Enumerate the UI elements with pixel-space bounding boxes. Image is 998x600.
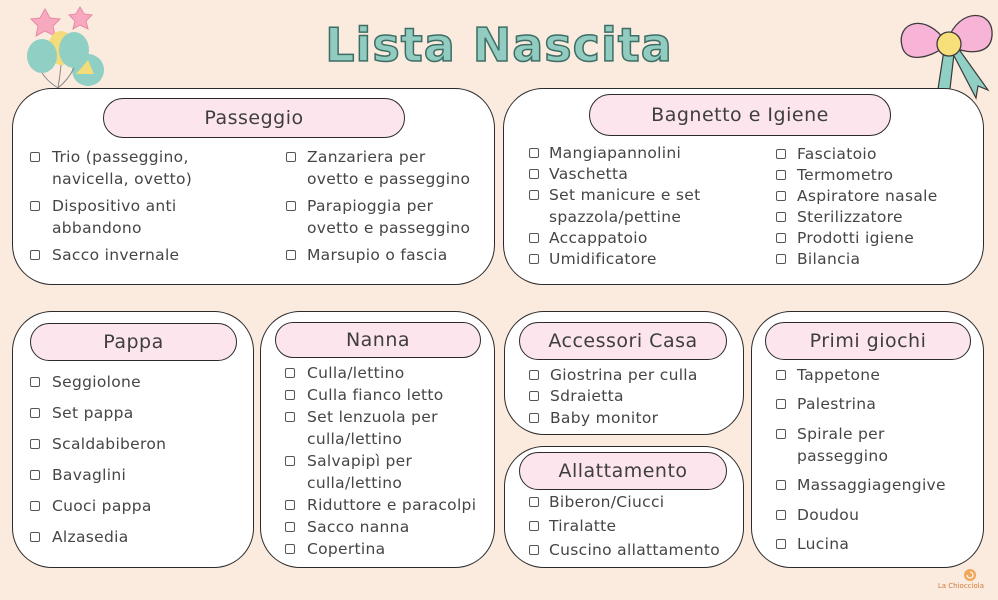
checklist-item: Copertina: [307, 540, 386, 558]
checkbox[interactable]: [286, 250, 296, 260]
checkbox[interactable]: [776, 539, 786, 549]
checklist-item: Marsupio o fascia: [307, 246, 448, 264]
checklist-item: Fasciatoio: [797, 145, 877, 163]
checkbox[interactable]: [776, 170, 786, 180]
checkbox[interactable]: [529, 545, 539, 555]
checkbox[interactable]: [776, 254, 786, 264]
checklist-item: Parapioggia per ovetto e passeggino: [307, 197, 471, 237]
checkbox[interactable]: [529, 521, 539, 531]
checkbox[interactable]: [285, 456, 295, 466]
checklist-item: Trio (passeggino, navicella, ovetto): [52, 148, 193, 188]
checkbox[interactable]: [285, 522, 295, 532]
snail-logo-icon: [962, 568, 978, 582]
checklist-item: Set lenzuola per culla/lettino: [307, 408, 438, 448]
checklist-item: Bilancia: [797, 250, 861, 268]
checklist-item: Baby monitor: [550, 409, 659, 427]
checkbox[interactable]: [285, 500, 295, 510]
checkbox[interactable]: [776, 429, 786, 439]
checklist-item: Doudou: [797, 506, 860, 524]
checkbox[interactable]: [776, 212, 786, 222]
checklist-item: Vaschetta: [549, 165, 629, 183]
checkbox[interactable]: [285, 368, 295, 378]
section-title-passeggio: Passeggio: [103, 98, 405, 138]
section-nanna: [260, 311, 495, 568]
checkbox[interactable]: [529, 413, 539, 423]
checklist-item: Seggiolone: [52, 373, 141, 391]
checklist-item: Termometro: [797, 166, 894, 184]
checklist-item: Cuscino allattamento: [549, 541, 721, 559]
checkbox[interactable]: [286, 152, 296, 162]
checkbox[interactable]: [30, 439, 40, 449]
checkbox[interactable]: [285, 390, 295, 400]
checklist-item: Giostrina per culla: [550, 366, 698, 384]
checkbox[interactable]: [776, 510, 786, 520]
checkbox[interactable]: [286, 201, 296, 211]
checkbox[interactable]: [30, 152, 40, 162]
checklist-item: Culla/lettino: [307, 364, 405, 382]
checklist-item: Sacco nanna: [307, 518, 410, 536]
checkbox[interactable]: [30, 532, 40, 542]
checklist-item: Salvapipì per culla/lettino: [307, 452, 413, 492]
checklist-item: Massaggiagengive: [797, 476, 946, 494]
checkbox[interactable]: [529, 370, 539, 380]
checklist-item: Sterilizzatore: [797, 208, 903, 226]
checkbox[interactable]: [529, 254, 539, 264]
checklist-item: Lucina: [797, 535, 850, 553]
section-allattamento: [504, 446, 744, 568]
checklist-item: Mangiapannolini: [549, 144, 682, 162]
section-title-accessori-casa: Accessori Casa: [519, 322, 727, 360]
checkbox[interactable]: [529, 190, 539, 200]
checklist-item: Alzasedia: [52, 528, 129, 546]
checklist-item: Spirale per passeggino: [797, 425, 889, 465]
page-title: Lista Nascita: [325, 18, 673, 72]
checklist-item: Palestrina: [797, 395, 877, 413]
section-title-nanna: Nanna: [275, 322, 481, 358]
section-title-bagnetto: Bagnetto e Igiene: [589, 94, 891, 136]
checklist-item: Zanzariera per ovetto e passeggino: [307, 148, 471, 188]
checkbox[interactable]: [776, 233, 786, 243]
section-title-pappa: Pappa: [30, 323, 237, 361]
section-accessori-casa: [504, 311, 744, 435]
checkbox[interactable]: [776, 480, 786, 490]
checklist-item: Tiralatte: [549, 517, 617, 535]
checkbox[interactable]: [776, 149, 786, 159]
checkbox[interactable]: [30, 250, 40, 260]
checkbox[interactable]: [30, 501, 40, 511]
checkbox[interactable]: [529, 391, 539, 401]
checklist-item: Set pappa: [52, 404, 134, 422]
checkbox[interactable]: [776, 370, 786, 380]
checkbox[interactable]: [30, 201, 40, 211]
section-title-primi-giochi: Primi giochi: [765, 322, 971, 360]
checkbox[interactable]: [776, 191, 786, 201]
section-pappa: [12, 311, 254, 568]
checklist-item: Aspiratore nasale: [797, 187, 938, 205]
checklist-item: Sacco invernale: [52, 246, 180, 264]
checklist-item: Tappetone: [797, 366, 881, 384]
section-primi-giochi: [751, 311, 984, 568]
checkbox[interactable]: [30, 408, 40, 418]
checkbox[interactable]: [776, 399, 786, 409]
checkbox[interactable]: [30, 470, 40, 480]
section-passeggio: [12, 88, 495, 285]
checklist-item: Accappatoio: [549, 229, 648, 247]
section-bagnetto: [503, 88, 984, 285]
checklist-item: Prodotti igiene: [797, 229, 915, 247]
checklist-item: Dispositivo anti abbandono: [52, 197, 177, 237]
section-title-allattamento: Allattamento: [519, 452, 727, 490]
brand-logo-text: La Chiocciola: [937, 582, 984, 590]
checklist-item: Bavaglini: [52, 466, 127, 484]
checklist-item: Umidificatore: [549, 250, 657, 268]
checklist-item: Cuoci pappa: [52, 497, 152, 515]
checkbox[interactable]: [285, 412, 295, 422]
checkbox[interactable]: [285, 544, 295, 554]
checklist-item: Biberon/Ciucci: [549, 493, 665, 511]
checklist-item: Riduttore e paracolpi: [307, 496, 477, 514]
checkbox[interactable]: [529, 497, 539, 507]
checkbox[interactable]: [529, 169, 539, 179]
checkbox[interactable]: [30, 377, 40, 387]
checklist-item: Culla fianco letto: [307, 386, 444, 404]
checkbox[interactable]: [529, 233, 539, 243]
checkbox[interactable]: [529, 148, 539, 158]
checklist-item: Set manicure e set spazzola/pettine: [549, 186, 701, 226]
checklist-item: Sdraietta: [550, 387, 624, 405]
checklist-item: Scaldabiberon: [52, 435, 167, 453]
